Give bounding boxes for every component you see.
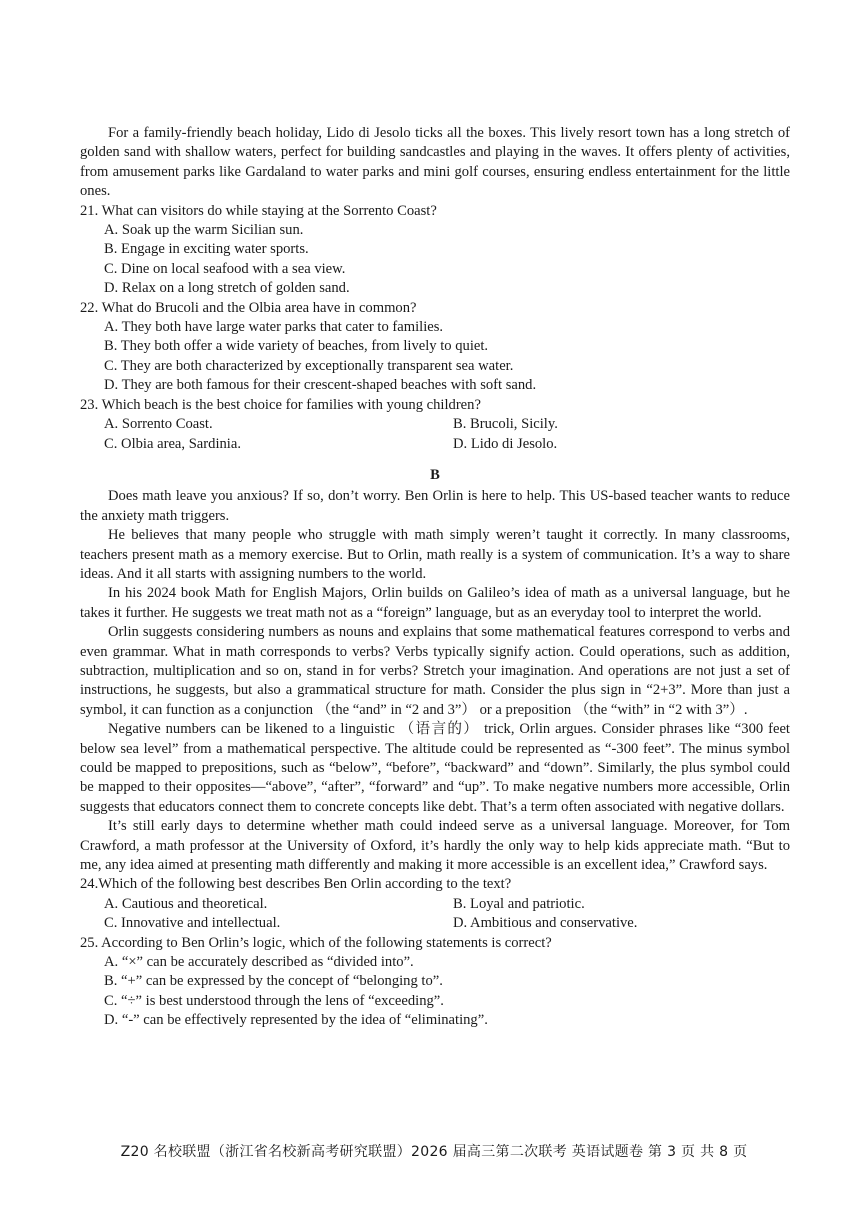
option-c: C. They are both characterized by exceptionally transparent sea water. xyxy=(104,357,514,374)
intro-paragraph: For a family-friendly beach holiday, Lido di Jesolo ticks all the boxes. This lively resort town has a long stretch of golden sand with shallow waters, perfect for building sandcastles and playing in the waves. It offers plenty of activities, from amusement parks like Gardaland to water parks and mini golf courses, ensuring endless entertainment for the little ones. xyxy=(80,125,790,200)
option-b: B. “+” can be expressed by the concept of “belonging to”. xyxy=(104,973,443,990)
option-c: C. “÷” is best understood through the lens of “exceeding”. xyxy=(104,992,444,1009)
page-footer: Z20 名校联盟（浙江省名校新高考研究联盟）2026 届高三第二次联考 英语试题卷 第 3 页 共 8 页 xyxy=(120,1144,748,1160)
passage-paragraph: He believes that many people who struggle with math simply weren’t taught it correctly. In many classrooms, teachers present math as a memory exercise. But to Orlin, math really is a system of communication. It’s a way to share ideas. And it all starts with assigning numbers to the world. xyxy=(80,527,790,582)
passage-paragraph: In his 2024 book Math for English Majors, Orlin builds on Galileo’s idea of math as a universal language, but he takes it further. He suggests we treat math not as a “foreign” language, but as an everyday tool to interpret the world. xyxy=(80,585,790,621)
passage-paragraph: Orlin suggests considering numbers as nouns and explains that some mathematical features correspond to verbs and even grammar. What in math corresponds to verbs? Verbs typically signify action. Could operations, such as addition, subtraction, multiplication and so on, stand in for verbs? Stretch your imagination. And operations are not just a set of instructions, he suggests, but also a grammatical structure for math. Consider the plus sign in “2+3”. More than just a symbol, it can function as a conjunction （the “and” in “2 and 3”） or a preposition （the “with” in “2 with 3”）. xyxy=(80,624,790,718)
option-a: A. Sorrento Coast. xyxy=(104,416,213,433)
option-c: C. Dine on local seafood with a sea view. xyxy=(104,260,346,277)
question-stem: 24.Which of the following best describes Ben Orlin according to the text? xyxy=(80,876,512,893)
option-d: D. Relax on a long stretch of golden sand. xyxy=(104,280,350,297)
question-stem: 25. According to Ben Orlin’s logic, which of the following statements is correct? xyxy=(80,934,552,951)
option-a: A. “×” can be accurately described as “divided into”. xyxy=(104,954,414,971)
question-stem: 21. What can visitors do while staying at the Sorrento Coast? xyxy=(80,202,437,219)
option-d: D. They are both famous for their crescent-shaped beaches with soft sand. xyxy=(104,377,537,394)
option-a: A. Cautious and theoretical. xyxy=(104,895,268,912)
option-a: A. They both have large water parks that cater to families. xyxy=(104,319,444,336)
question-22 xyxy=(80,299,790,396)
section-heading: B xyxy=(430,466,440,483)
passage-paragraph: Does math leave you anxious? If so, don’t worry. Ben Orlin is here to help. This US-based teacher wants to reduce the anxiety math triggers. xyxy=(80,488,790,524)
question-stem: 23. Which beach is the best choice for families with young children? xyxy=(80,396,481,413)
question-stem: 22. What do Brucoli and the Olbia area have in common? xyxy=(80,299,417,316)
question-24 xyxy=(80,875,790,933)
option-d: D. “-” can be effectively represented by the idea of “eliminating”. xyxy=(104,1012,488,1029)
passage-paragraph: It’s still early days to determine whether math could indeed serve as a universal language. Moreover, for Tom Crawford, a math professor at the University of Oxford, it’s hardly the only way to help kids appreciate math. “But to me, any idea aimed at presenting math differently and making it more accessible is an excellent idea,” Crawford says. xyxy=(80,818,790,874)
option-b: B. Loyal and patriotic. xyxy=(453,895,585,912)
question-25 xyxy=(80,934,790,1031)
option-b: B. They both offer a wide variety of beaches, from lively to quiet. xyxy=(104,338,489,355)
option-b: B. Engage in exciting water sports. xyxy=(104,241,309,258)
option-d: D. Lido di Jesolo. xyxy=(453,435,558,452)
option-a: A. Soak up the warm Sicilian sun. xyxy=(104,222,304,239)
option-d: D. Ambitious and conservative. xyxy=(453,915,638,932)
exam-page xyxy=(80,124,790,1031)
option-c: C. Innovative and intellectual. xyxy=(104,915,281,932)
passage-paragraph: Negative numbers can be likened to a linguistic （语言的） trick, Orlin argues. Consider phrases like “300 feet below sea level” from a mathematical perspective. The altitude could be represented as “-300 feet”. The minus symbol could be mapped to prepositions, such as “below”, “before”, “backward” and “down”. Similarly, the plus symbol could be mapped to their opposites—“above”, “after”, “forward” and “up”. To make negative numbers more accessible, Orlin suggests that educators connect them to concrete concepts like debt. That’s a term often associated with negative dollars. xyxy=(80,721,790,815)
question-21 xyxy=(80,202,790,299)
option-c: C. Olbia area, Sardinia. xyxy=(104,435,241,452)
option-b: B. Brucoli, Sicily. xyxy=(453,416,558,433)
question-23 xyxy=(80,396,790,454)
